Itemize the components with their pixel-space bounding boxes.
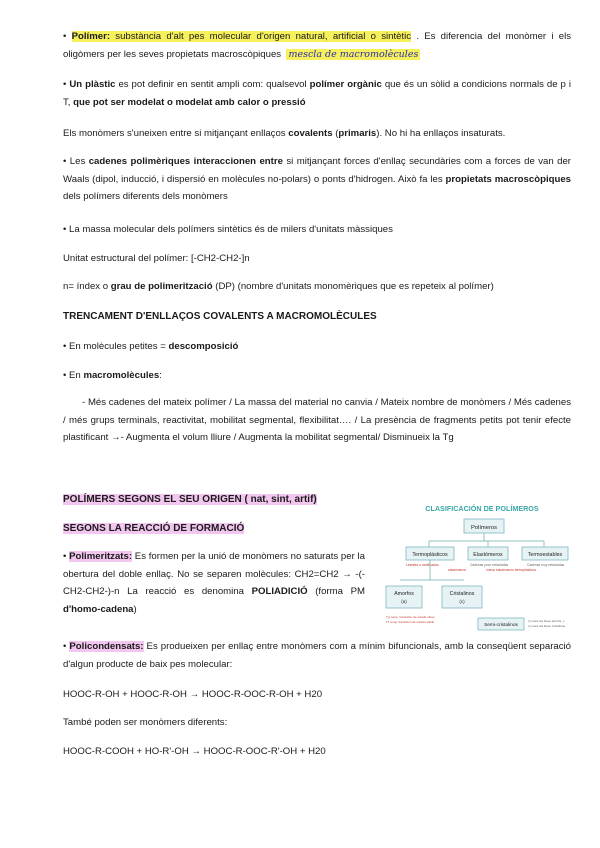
heading-trencament: TRENCAMENT D'ENLLAÇOS COVALENTS A MACROMOLÈCULES	[63, 311, 377, 322]
plastic-text-2: que és un sòlid a condicions normals de p i T,	[63, 79, 571, 108]
classification-diagram	[382, 500, 582, 640]
footnote-tf: Tf: temp. transición de estado sólido	[386, 620, 435, 624]
term-covalents: covalents	[288, 128, 333, 139]
note-elastomeros-termoplasticos: nueva elastómeros termoplásticos	[486, 568, 537, 572]
cadenes-text-2: si mitjançant forces d'enllaç secundàries com a forces de van der Waals (dipol, inducció, i dispersió en molècules no-polars) o ponts d'hidrogen. Això fa les	[63, 156, 571, 185]
plastic-text-bold: que pot ser modelat o modelat amb calor o pressió	[73, 96, 306, 108]
label-amorfos-sub: (a)	[401, 599, 407, 604]
dp-text-1: n= índex o	[63, 281, 111, 292]
note-muy-reticuladas: Cadenas muy reticuladas	[527, 563, 565, 567]
massa-text: La massa molecular dels polímers sintètics és de milers d'unitats màssiques	[69, 224, 393, 235]
term-plastic: Un plàstic	[69, 79, 116, 90]
paragraph-dp	[63, 278, 571, 296]
footnote-tg: Tg: temp. transición de estado vítreo	[386, 615, 435, 619]
label-termoplasticos: Termoplásticos	[412, 552, 448, 558]
diagram-title: CLASIFICACIÓN DE POLÍMEROS	[425, 504, 539, 513]
term-poliadicio: POLIADICIÓ	[251, 586, 308, 598]
cadenes-text-3: dels polímers diferents dels monòmers	[63, 191, 228, 203]
paragraph-polimeritzats: • Polimeritzats: Es formen per la unió de monòmers no saturats per la obertura del doble enllaç. No se separen molècules: CH2=CH2 → -(-CH2-CH2-)-n La reacció es denomina POLIADICIÓ (forma PM d'homo-cadena)	[63, 551, 365, 615]
polimeritzats-text: Es formen per la unió de monòmers no saturats per la obertura del doble enllaç. No se separen molècules: CH2=CH2 → -(-CH2-CH2-)-n La reacció es denomina	[63, 551, 365, 598]
paragraph-polimer-definition: • Polímer: substància d'alt pes molecular d'origen natural, artificial o sintètic . Es diferencia del monòmer i els oligòmers per les seves propietats macroscòpiques mescla de macromolècules	[63, 31, 572, 60]
paragraph-effects-list: - Més cadenes del mateix polímer / La massa del material no canvia / Mateix nombre de monòmers / Més cadenes / més grups terminals, reactivitat, mobilitat segmental, flexibilitat…. / La presència de fragments petits pot tenir efecte plastificant →- Augmenta el volum lliure / Augmenta la mobilitat segmental/ Disminueix la Tg	[63, 397, 571, 444]
equation-2: HOOC-R-COOH + HO-R'-OH → HOOC-R-OOC-R'-OH + H20	[63, 746, 326, 757]
term-cadenes: cadenes polimèriques interaccionen entre	[88, 156, 283, 167]
paragraph-massa: • La massa molecular dels polímers sintètics és de milers d'unitats màssiques	[63, 224, 393, 235]
box-amorfos	[386, 586, 422, 608]
polimer-rest: . Es diferencia del monòmer i els oligòmers per les seves propietats macroscòpiques	[63, 31, 572, 60]
footnote-amorfa: (c) para las fases amorfa, y	[528, 619, 565, 623]
label-amorfos: Amorfos	[394, 591, 414, 597]
handwritten-note: mescla de macromolècules	[288, 48, 419, 60]
term-homo-cadena: d'homo-cadena	[63, 603, 134, 615]
term-polimeritzats: Polimeritzats:	[69, 551, 133, 562]
note-lineales: Lineales o ramificados	[406, 563, 439, 567]
term-primaris: primaris	[338, 128, 377, 139]
term-propietats: propietats macroscòpiques	[445, 173, 571, 185]
polimeritzats-text-2: (forma PM	[307, 586, 365, 598]
paragraph-cadenes: • Les cadenes polimèriques interaccionen entre si mitjançant forces d'enllaç secundàries com a forces de van der Waals (dipol, inducció, i dispersió en molècules no-polars) o ponts d'hidrogen. Això fa les propietats macroscòpiques dels polímers diferents dels monòmers	[63, 156, 571, 203]
label-termoestables: Termoestables	[527, 552, 563, 558]
cadenes-text-1: Les	[69, 156, 89, 167]
term-macromolecules: macromolècules	[83, 370, 160, 381]
paragraph-policondensats: • Policondensats: Es produeixen per enllaç entre monòmers com a mínim bifuncionals, amb la conseqüent separació d'algun producte de baix pes molecular:	[63, 641, 571, 670]
note-poco-reticuladas: Cadenas poco reticuladas	[470, 563, 509, 567]
reaccio-text: SEGONS LA REACCIÓ DE FORMACIÓ	[63, 523, 245, 534]
term-descomposicio: descomposició	[168, 341, 239, 352]
term-policondensats: Policondensats:	[69, 641, 144, 652]
paragraph-molecules-petites: • En molècules petites = descomposició	[63, 341, 239, 352]
monomers-text-1: Els monòmers s'uneixen entre si mitjançant enllaços	[63, 128, 289, 139]
footnote-cristalinas: (c) para las fases cristalinas	[528, 624, 566, 628]
label-elastomeros: Elastómeros	[473, 552, 503, 558]
term-polimer: Polímer:	[71, 31, 111, 42]
petites-text: En molècules petites =	[69, 341, 169, 352]
policondensats-text: Es produeixen per enllaç entre monòmers com a mínim bifuncionals, amb la conseqüent separació d'algun producte de baix pes molecular:	[63, 641, 571, 670]
paragraph-monomers-diferents: També poden ser monòmers diferents:	[63, 717, 228, 728]
plastic-text-1: es pot definir en sentit ampli com: qualsevol	[115, 79, 310, 90]
label-cristalinos-sub: (c)	[459, 599, 465, 604]
paragraph-plastic: • Un plàstic es pot definir en sentit ampli com: qualsevol polímer orgànic que és un sòlid a condicions normals de p i T, que pot ser modelat o modelat amb calor o pressió	[63, 79, 571, 108]
paragraph-unitat: Unitat estructural del polímer: [-CH2-CH2-]n	[63, 253, 250, 264]
polimer-def: substància d'alt pes molecular d'origen natural, artificial o sintètic	[110, 31, 412, 42]
equation-1: HOOC-R-OH + HOOC-R-OH → HOOC-R-OOC-R-OH + H20	[63, 689, 323, 700]
term-grau: grau de polimerització	[110, 281, 213, 292]
box-cristalinos	[442, 586, 482, 608]
paragraph-macromolecules: • En macromolècules:	[63, 370, 162, 381]
macro-colon: :	[159, 370, 162, 381]
polimeritzats-paren: )	[133, 603, 137, 615]
label-semicristalinos: Semi-cristalinos	[484, 623, 518, 628]
dp-text-2: (DP) (nombre d'unitats monomèriques que es repeteix al polímer)	[212, 281, 494, 292]
term-polimer-organic: polímer orgànic	[309, 79, 382, 90]
paragraph-monomers	[63, 125, 571, 143]
origen-text: POLÍMERS SEGONS EL SEU ORIGEN ( nat, sint, artif)	[63, 494, 317, 505]
monomers-text-2: ). No hi ha enllaços insaturats.	[376, 128, 506, 139]
monomers-paren: (	[332, 128, 339, 139]
macro-text-1: En	[69, 370, 84, 381]
label-cristalinos: Cristalinos	[449, 591, 475, 597]
label-polimeros: Polímeros	[470, 525, 498, 531]
note-elastomeros: elastomeros	[448, 568, 466, 572]
